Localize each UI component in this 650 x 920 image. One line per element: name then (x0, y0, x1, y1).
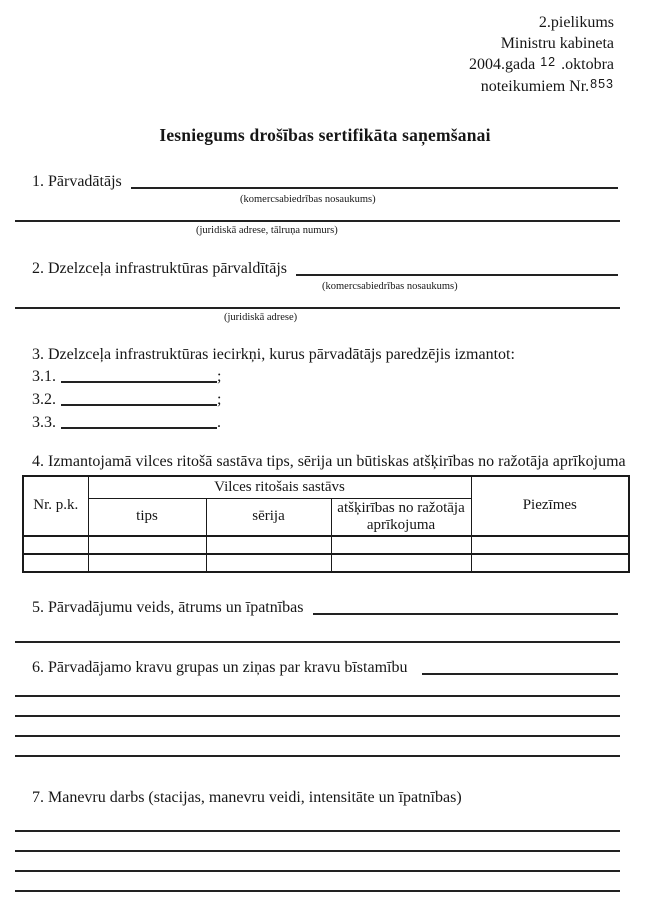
track-sections-label: 3. Dzelzceļa infrastruktūras iecirkņi, kurus pārvadātājs paredzējis izmantot: (32, 346, 515, 363)
transport-type-label: 5. Pārvadājumu veids, ātrums un īpatnības (32, 598, 304, 616)
shunting-work-label: 7. Manevru darbs (stacijas, manevru veidi, intensitāte un īpatnības) (32, 788, 462, 806)
date-day-value: 12 (540, 55, 557, 69)
cargo-groups-field[interactable] (422, 667, 618, 675)
transport-type-field[interactable] (313, 607, 618, 615)
item-number: 3.1. (32, 368, 56, 385)
annex-line-3 (0, 54, 614, 76)
table-cell-empty[interactable] (331, 554, 471, 572)
shunting-work-lines (0, 812, 650, 892)
col-header-serija: sērija (206, 498, 331, 536)
col-header-nr: Nr. p.k. (23, 476, 88, 536)
track-section-item (32, 388, 650, 411)
rolling-stock-table (22, 475, 630, 573)
table-cell-empty[interactable] (88, 536, 206, 554)
annex-line-1: 2.pielikums (538, 14, 614, 31)
track-section-field-3[interactable] (61, 417, 217, 429)
table-cell-empty[interactable] (206, 536, 331, 554)
field-caption: (juridiskā adrese, tālruņa numurs) (196, 225, 338, 236)
manager-address-field[interactable] (15, 307, 620, 309)
transport-type-section (32, 599, 618, 617)
col-group-header: Vilces ritošais sastāvs (88, 476, 471, 498)
track-section-item (32, 411, 650, 434)
date-suffix: .oktobra (561, 56, 614, 73)
table-cell-empty[interactable] (88, 554, 206, 572)
col-header-atskiribas: atšķirības no ražotāja aprīkojuma (331, 498, 471, 536)
table-cell-empty[interactable] (331, 536, 471, 554)
field-caption: (komercsabiedrības nosaukums) (322, 281, 458, 292)
shunting-work-field-line-4[interactable] (15, 872, 620, 892)
cargo-groups-field-line-3[interactable] (15, 717, 620, 737)
table-cell-empty[interactable] (206, 554, 331, 572)
shunting-work-field-line-3[interactable] (15, 852, 620, 872)
manager-name-field[interactable] (296, 268, 618, 276)
page-title: Iesniegums drošības sertifikāta saņemšanai (159, 125, 491, 145)
cargo-groups-field-line-2[interactable] (15, 697, 620, 717)
cargo-groups-field-line-4[interactable] (15, 737, 620, 757)
carrier-section (32, 173, 618, 191)
date-prefix: 2004.gada (469, 56, 536, 73)
table-row (23, 536, 629, 554)
cargo-groups-label: 6. Pārvadājamo kravu grupas un ziņas par kravu bīstamību (32, 658, 408, 676)
table-cell-empty[interactable] (23, 536, 88, 554)
annex-line-2: Ministru kabineta (500, 35, 614, 52)
rolling-stock-label: 4. Izmantojamā vilces ritošā sastāva tips, sērija un būtiskas atšķirības no ražotāja aprīkojuma (32, 453, 626, 470)
item-number: 3.2. (32, 391, 56, 408)
track-section-item (32, 365, 650, 388)
col-header-piezimes: Piezīmes (471, 476, 629, 536)
field-caption: (juridiskā adrese) (224, 312, 298, 323)
carrier-label: 1. Pārvadātājs (32, 173, 122, 190)
carrier-address-field[interactable] (15, 220, 620, 222)
item-punct: ; (217, 368, 222, 385)
regulation-prefix: noteikumiem Nr. (480, 78, 590, 95)
shunting-work-field-line-1[interactable] (15, 812, 620, 832)
track-section-field-2[interactable] (61, 394, 217, 406)
cargo-groups-lines (0, 677, 650, 757)
table-cell-empty[interactable] (471, 536, 629, 554)
cargo-groups-section (32, 659, 618, 677)
annex-line-4 (0, 76, 614, 98)
shunting-work-field-line-2[interactable] (15, 832, 620, 852)
track-section-field-1[interactable] (61, 371, 217, 383)
annex-reference (0, 0, 650, 98)
item-punct: ; (217, 391, 222, 408)
regulation-number-value: 853 (590, 77, 614, 91)
table-cell-empty[interactable] (23, 554, 88, 572)
item-punct: . (217, 414, 221, 431)
item-number: 3.3. (32, 414, 56, 431)
infrastructure-manager-section (32, 260, 618, 278)
table-cell-empty[interactable] (471, 554, 629, 572)
table-row (23, 554, 629, 572)
col-header-tips: tips (88, 498, 206, 536)
field-caption: (komercsabiedrības nosaukums) (240, 194, 376, 205)
carrier-name-field[interactable] (131, 181, 618, 189)
cargo-groups-field-line-1[interactable] (15, 677, 620, 697)
transport-type-field-2[interactable] (15, 641, 620, 643)
manager-label: 2. Dzelzceļa infrastruktūras pārvaldītājs (32, 260, 287, 277)
